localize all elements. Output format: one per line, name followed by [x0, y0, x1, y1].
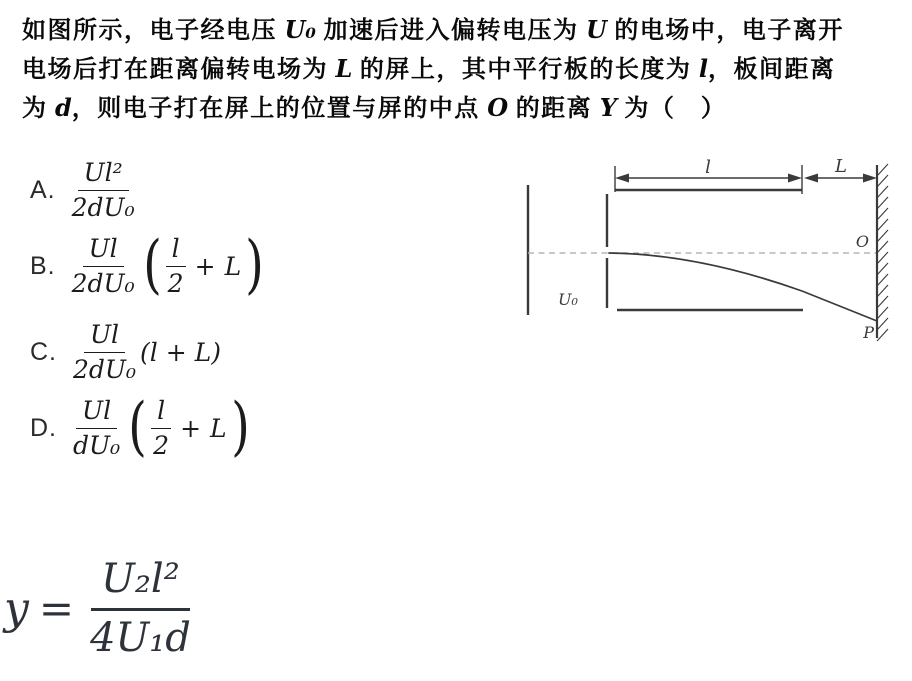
text-segment: 电场后打在距离偏转电场为	[22, 57, 336, 83]
text-segment: 如图所示，电子经电压	[22, 18, 285, 44]
hit-point-label: P	[863, 323, 874, 342]
option-c-label: C.	[30, 337, 57, 366]
problem-statement	[22, 11, 902, 128]
fraction-numerator: U₂l²	[91, 556, 190, 611]
option-d-label: D.	[30, 413, 57, 442]
arrowhead-right-icon	[788, 174, 802, 183]
option-a-fraction	[72, 158, 135, 222]
plate-length-label: l	[705, 157, 711, 178]
inner-fraction	[166, 234, 186, 298]
option-b	[30, 228, 268, 303]
option-d-fraction	[73, 396, 120, 460]
fraction-numerator: Ul	[83, 234, 124, 267]
variable-L: L	[210, 413, 227, 443]
formula-lhs: y	[4, 583, 29, 634]
fraction-denominator: 2	[167, 269, 184, 298]
open-paren: (	[142, 228, 162, 303]
variable-L: L	[335, 54, 353, 83]
paren-group	[124, 390, 254, 465]
problem-line-3	[22, 89, 902, 128]
fraction-denominator: 2dU₀	[73, 355, 137, 384]
option-c-fraction	[73, 320, 136, 384]
variable-L: L	[224, 251, 242, 281]
screen-hatching	[877, 164, 888, 341]
fraction-denominator: dU₀	[73, 431, 121, 460]
arrowhead-right-icon	[863, 174, 877, 183]
variable-Y: Y	[599, 93, 617, 122]
option-b-label: B.	[30, 251, 56, 280]
inner-fraction	[151, 396, 171, 460]
problem-line-1	[22, 11, 902, 50]
text-segment: 为（ ）	[616, 96, 727, 122]
deflection-diagram	[500, 148, 912, 353]
fraction-denominator: 2	[153, 431, 170, 460]
option-a-label: A.	[30, 175, 56, 204]
option-d	[30, 390, 254, 465]
variable-O: O	[487, 93, 509, 122]
fraction-denominator: 4U₁d	[90, 615, 191, 661]
plus-sign: +	[180, 413, 202, 443]
arrowhead-left-icon	[615, 174, 629, 183]
fraction-numerator: l	[166, 234, 186, 267]
variable-l: l	[698, 54, 708, 83]
text-segment: ，板间距离	[708, 57, 836, 83]
option-a	[30, 158, 135, 222]
variable-d: d	[55, 93, 72, 122]
option-b-fraction	[72, 234, 135, 298]
text-segment: 的屏上，其中平行板的长度为	[352, 57, 699, 83]
fraction-numerator: l	[151, 396, 171, 429]
text-segment: 的距离	[508, 96, 600, 122]
plus-sign: +	[194, 251, 216, 281]
screen-distance-label: L	[835, 156, 847, 177]
fraction-numerator: Ul	[84, 320, 125, 353]
option-c	[30, 320, 221, 384]
screen-center-label: O	[855, 232, 869, 251]
option-c-suffix: (l + L)	[140, 337, 221, 367]
answer-fraction	[90, 556, 191, 661]
close-paren: )	[245, 228, 265, 303]
problem-line-2	[22, 50, 902, 89]
accelerating-voltage-label: U₀	[558, 290, 578, 309]
text-segment: 的电场中，电子离开	[606, 18, 844, 44]
arrowhead-left-icon	[804, 174, 818, 183]
fraction-numerator: Ul²	[78, 158, 129, 191]
text-segment: 为	[22, 96, 55, 122]
text-segment: 加速后进入偏转电压为	[315, 18, 586, 44]
close-paren: )	[230, 390, 250, 465]
equals-sign: =	[38, 584, 75, 633]
variable-u0: U₀	[284, 15, 316, 44]
paren-group	[139, 228, 269, 303]
fraction-denominator: 2dU₀	[71, 193, 135, 222]
fraction-denominator: 2dU₀	[71, 269, 135, 298]
text-segment: ，则电子打在屏上的位置与屏的中点	[71, 96, 488, 122]
variable-u: U	[585, 15, 607, 44]
open-paren: (	[128, 390, 147, 465]
answer-formula	[4, 556, 191, 661]
fraction-numerator: Ul	[76, 396, 117, 429]
